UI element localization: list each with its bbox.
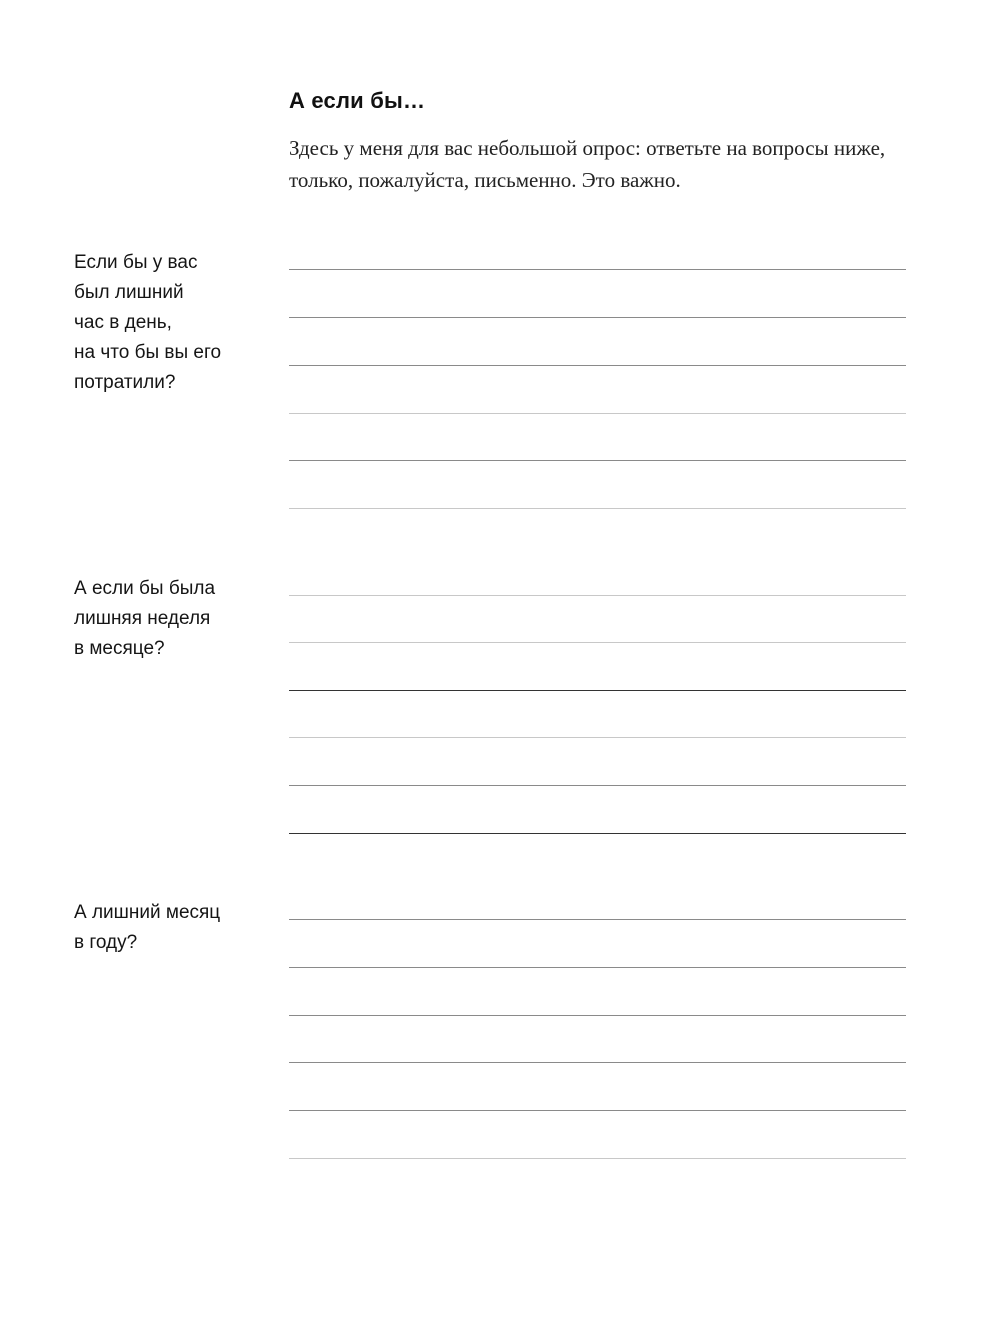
answer-line[interactable] xyxy=(289,833,906,834)
answer-line[interactable] xyxy=(289,919,906,920)
answer-line[interactable] xyxy=(289,1015,906,1016)
answer-line[interactable] xyxy=(289,413,906,414)
intro-paragraph: Здесь у меня для вас небольшой опрос: ответьте на вопросы ниже, только, пожалуйста, письменно. Это важно. xyxy=(289,136,886,192)
question-1-line: Если бы у вас xyxy=(74,252,198,273)
question-2-line: лишняя неделя xyxy=(74,608,211,629)
question-3-line: в году? xyxy=(74,932,138,953)
question-1 xyxy=(74,248,274,398)
page-heading: А если бы… xyxy=(289,88,426,113)
answer-line[interactable] xyxy=(289,737,906,738)
answer-line[interactable] xyxy=(289,690,906,691)
answer-line[interactable] xyxy=(289,365,906,366)
question-1-line: на что бы вы его xyxy=(74,342,222,363)
question-3 xyxy=(74,898,274,958)
answer-line[interactable] xyxy=(289,508,906,509)
answer-line[interactable] xyxy=(289,1110,906,1111)
answer-line[interactable] xyxy=(289,269,906,270)
question-2 xyxy=(74,574,274,664)
answer-line[interactable] xyxy=(289,595,906,596)
answer-line[interactable] xyxy=(289,460,906,461)
question-2-line: в месяце? xyxy=(74,638,165,659)
answer-line[interactable] xyxy=(289,642,906,643)
answer-line[interactable] xyxy=(289,785,906,786)
answer-line[interactable] xyxy=(289,967,906,968)
question-1-line: потратили? xyxy=(74,372,176,393)
question-3-line: А лишний месяц xyxy=(74,902,221,923)
question-1-line: был лишний xyxy=(74,282,184,303)
answer-line[interactable] xyxy=(289,1158,906,1159)
question-1-line: час в день, xyxy=(74,312,172,333)
question-2-line: А если бы была xyxy=(74,578,216,599)
answer-line[interactable] xyxy=(289,317,906,318)
answer-line[interactable] xyxy=(289,1062,906,1063)
